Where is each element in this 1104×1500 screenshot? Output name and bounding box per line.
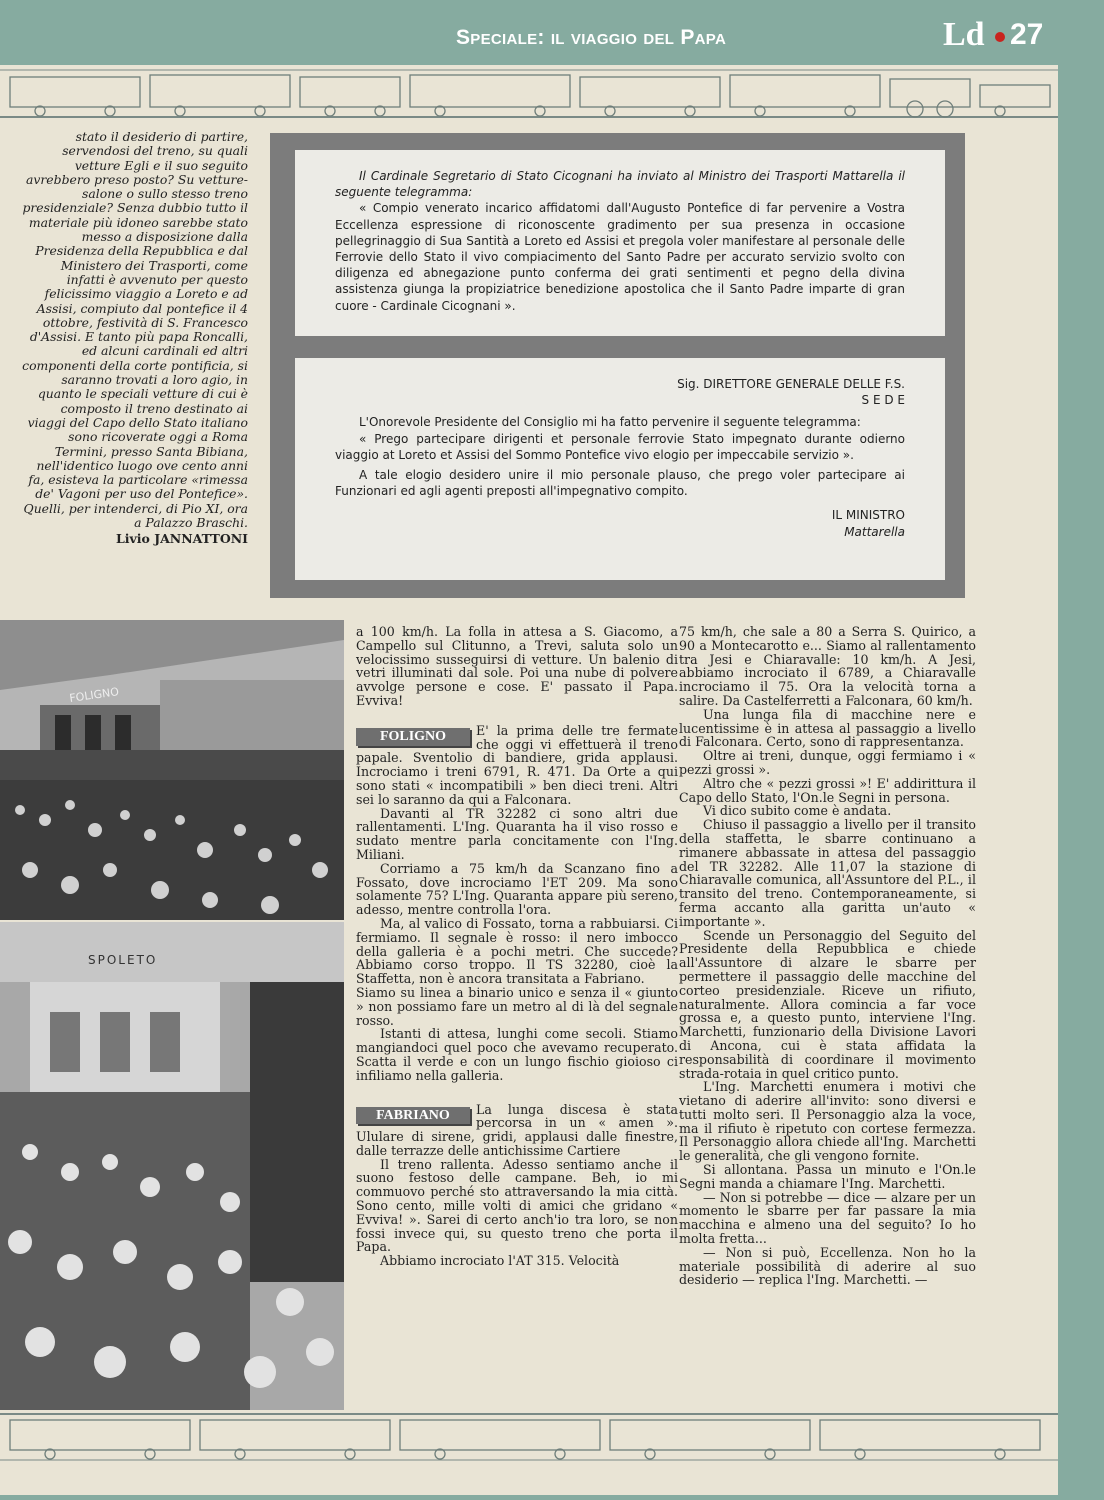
middle-p3: Corriamo a 75 km/h da Scanzano fino a Fossato, dove incrociamo l'ET 209. Ma sono solamente 75? L'Ing. Quaranta appare più sereno, adesso, mentre controlla l'ora. — [356, 860, 678, 918]
right-p2: Una lunga fila di macchine nere e lucentissime è in attesa al passaggio a livello di Falconara. Certo, sono di rappresentanza. — [679, 706, 976, 750]
right-p9: Si allontana. Passa un minuto e l'On.le Segni manda a chiamare l'Ing. Marchetti. — [679, 1162, 976, 1191]
photo-foligno-station — [0, 620, 344, 920]
telegram-cicognani — [295, 150, 945, 336]
telegram2-seat: S E D E — [861, 393, 905, 408]
section-title: Speciale: il viaggio del Papa — [456, 26, 727, 49]
telegram1-intro: Il Cardinale Segretario di Stato Cicognani ha inviato al Ministro dei Trasporti Mattarella il seguente telegramma: — [335, 169, 905, 200]
right-column — [679, 625, 976, 1287]
telegram2-addressee: Sig. DIRETTORE GENERALE DELLE F.S. — [677, 377, 905, 391]
right-p4: Altro che « pezzi grossi »! E' addirittura il Capo dello Stato, l'On.le Segni in persona. — [679, 775, 976, 805]
middle-intro: a 100 km/h. La folla in attesa a S. Giacomo, a Campello sul Clitunno, a Trevi, saluta solo un velocissimo susseguirsi di vetture. Un balenio di vetri illuminati dal sole. Poi una nube di polvere avvolge persone e cose. E' passato il Papa. Evviva! — [356, 624, 678, 708]
right-p1: 75 km/h, che sale a 80 a Serra S. Quirico, a 90 a Montecarotto e... Siamo al rallentamento tra Jesi e Chiaravalle: 10 km/h. A Jesi, abbiamo incrociato il 6789, a Chiaravalle incrociamo il 75. Ora la velocità torna a salire. Da Castelferretti a Falconara, 60 km/h. — [679, 624, 976, 708]
left-column-text: stato il desiderio di partire, servendosi del treno, su quali vetture Egli e il suo seguito avrebbero preso posto? Su vetture-salone o sullo stesso treno presidenziale? Senza dubbio tutto il materiale più idoneo sarebbe stato messo a disposizione dalla Presidenza della Repubblica e dal Ministero dei Trasporti, come infatti è avvenuto per questo felicissimo viaggio a Loreto e ad Assisi, compiuto dal pontefice il 4 ottobre, festività di S. Francesco d'Assisi. E tanto più papa Roncalli, ed alcuni cardinali ed altri componenti della corte pontificia, si saranno trovati a loro agio, in quanto le speciali vetture di cui è composto il treno destinato ai viaggi del Capo dello Stato italiano sono ricoverate oggi a Roma Termini, presso Santa Bibiana, nell'identico luogo ove cento anni fa, esisteva la particolare «rimessa de' Vagoni per uso del Pontefice». Quelli, per intenderci, di Pio XI, ora a Palazzo Braschi. — [22, 129, 248, 531]
middle-p6: Istanti di attesa, lunghi come secoli. Stiamo mangiandoci quel poco che avevamo recuperato. Scatta il verde e con un lungo fischio gioioso ci infiliamo nella galleria. — [356, 1026, 678, 1083]
signature-title: IL MINISTRO — [831, 508, 905, 523]
signature-name: Mattarella — [844, 524, 905, 539]
middle-p8: Il treno rallenta. Adesso sentiamo anche il suono festoso delle campane. Beh, io mi commuovo perché sto attraversando la mia città. Sono cento, mille volti di amici che gridano « Evviva! ». Sarei di certo anch'io tra loro, se non fossi invece qui, su questo treno che porta il Papa. — [356, 1156, 678, 1255]
telegram2-closing: A tale elogio desidero unire il mio personale plauso, che prego voler partecipare ai Funzionari ed agli agenti preposti all'impegnativo compito. — [335, 468, 905, 499]
right-p7: Scende un Personaggio del Seguito del Presidente della Repubblica e chiede all'Assuntore di alzare le sbarre per permettere il passaggio delle macchine del corteo presidenziale. Riceve un rifiuto, naturalmente. Allora comincia a far voce grossa e, a questo punto, interviene l'Ing. Marchetti, funzionario della Divisione Lavori di Ancona, cui è stata affidata la responsabilità di coordinare il movimento strada-rotaia in quel critico punto. — [679, 927, 976, 1081]
right-p10: — Non si potrebbe — dice — alzare per un momento le sbarre per far passare la mia macchina e almeno una del seguito? Io ho molta fretta... — [679, 1189, 976, 1247]
right-p3: Oltre ai treni, dunque, oggi fermiamo i « pezzi grossi ». — [679, 748, 976, 777]
middle-p4: Ma, al valico di Fossato, torna a rabbuiarsi. Ci fermiamo. Il segnale è rosso: il nero imbocco della galleria è a pochi metri. Che succede? Abbiamo corso troppo. Il TS 32280, cioè la Staffetta, non è ancora transitata a Fabriano. — [356, 915, 678, 987]
right-p8: L'Ing. Marchetti enumera i motivi che vietano di aderire all'invito: sono diversi e tutti molto seri. Il Personaggio alza la voce, ma il rifiuto è ripetuto con cortese fermezza. Il Personaggio allora chiede all'Ing. Marchetti le generalità, che gli vengono fornite. — [679, 1079, 976, 1164]
telegram2-quote: « Prego partecipare dirigenti et personale ferrovie Stato impegnato durante odierno viaggio at Loreto et Assisi del Sommo Pontefice vivo elogio per impeccabile servizio ». — [335, 431, 905, 462]
foligno-sign-text: FOLIGNO — [68, 685, 120, 705]
left-column — [20, 130, 248, 547]
train-border-bottom-icon — [0, 1410, 1058, 1466]
byline: Livio JANNATTONI — [115, 531, 248, 547]
right-p5: Vi dico subito come è andata. — [703, 803, 892, 819]
middle-p2: Davanti al TR 32282 ci sono altri due rallentamenti. L'Ing. Quaranta ha il viso rosso e sudato mentre parla concitamente con l'Ing. Miliani. — [356, 805, 678, 862]
bullet-dot-icon — [995, 32, 1005, 42]
middle-p9: Abbiamo incrociato l'AT 315. Velocità — [380, 1253, 620, 1269]
station-crowd-photo-2-icon — [0, 922, 344, 1410]
middle-column — [356, 625, 678, 1268]
middle-p5: Siamo su linea a binario unico e senza il « giunto » non possiamo fare un metro al di là del segnale rosso. — [356, 984, 678, 1028]
middle-foligno: E' la prima delle tre fermate che oggi vi effettuerà il treno papale. Sventolio di bandiere, grida applausi. Incrociamo i treni 6791, R. 471. Da Orte a qui sono stati « incompatibili » ben dieci treni. Altri sei lo saranno da qui a Falconara. — [356, 722, 678, 807]
right-p6: Chiuso il passaggio a livello per il transito della staffetta, le sbarre continuano a rimanere abbassate in attesa del passaggio del TR 32282. Alle 11,07 la stazione di Chiaravalle comunica, all'Assuntore del P.L., il transito del treno. Contemporaneamente, si ferma accanto alla garitta un'auto « importante ». — [679, 817, 976, 929]
page-number: 27 — [1010, 18, 1044, 51]
label-fabriano: FABRIANO — [356, 1107, 470, 1125]
photo-spoleto-station — [0, 922, 344, 1410]
telegram-ministro — [295, 358, 945, 580]
right-p11: — Non si può, Eccellenza. Non ho la materiale possibilità di aderire al suo desiderio — replica l'Ing. Marchetti. — — [679, 1244, 976, 1288]
telegram1-body: « Compio venerato incarico affidatomi dall'Augusto Pontefice di far pervenire a Vostra Eccellenza espressione di riconoscente gradimento per sua presenza in occasione pellegrinaggio di Sua Santità a Loreto ed Assisi et pregola voler manifestare al personale delle Ferrovie dello Stato il vivo compiacimento del Santo Padre per accurato servizio svolto con diligenza ed abnegazione punto conferma dei grati sentimenti et pegno della divina assistenza giunga la propiziatrice benedizione apostolica che il Santo Padre imparte di gran cuore - Cardinale Cicognani ». — [335, 201, 905, 313]
telegram2-intro: L'Onorevole Presidente del Consiglio mi ha fatto pervenire il seguente telegramma: — [359, 415, 861, 430]
station-crowd-photo-icon — [0, 620, 344, 920]
train-border-top-icon — [0, 65, 1058, 121]
magazine-logo: Ld — [943, 16, 985, 53]
spoleto-sign-text: SPOLETO — [88, 953, 158, 967]
label-foligno: FOLIGNO — [356, 728, 470, 746]
running-header — [450, 10, 1090, 60]
middle-fabriano: La lunga discesa è stata percorsa in un « amen ». Ululare di sirene, gridi, applausi dalle finestre, dalle terrazze delle antichissime Cartiere — [356, 1101, 678, 1158]
